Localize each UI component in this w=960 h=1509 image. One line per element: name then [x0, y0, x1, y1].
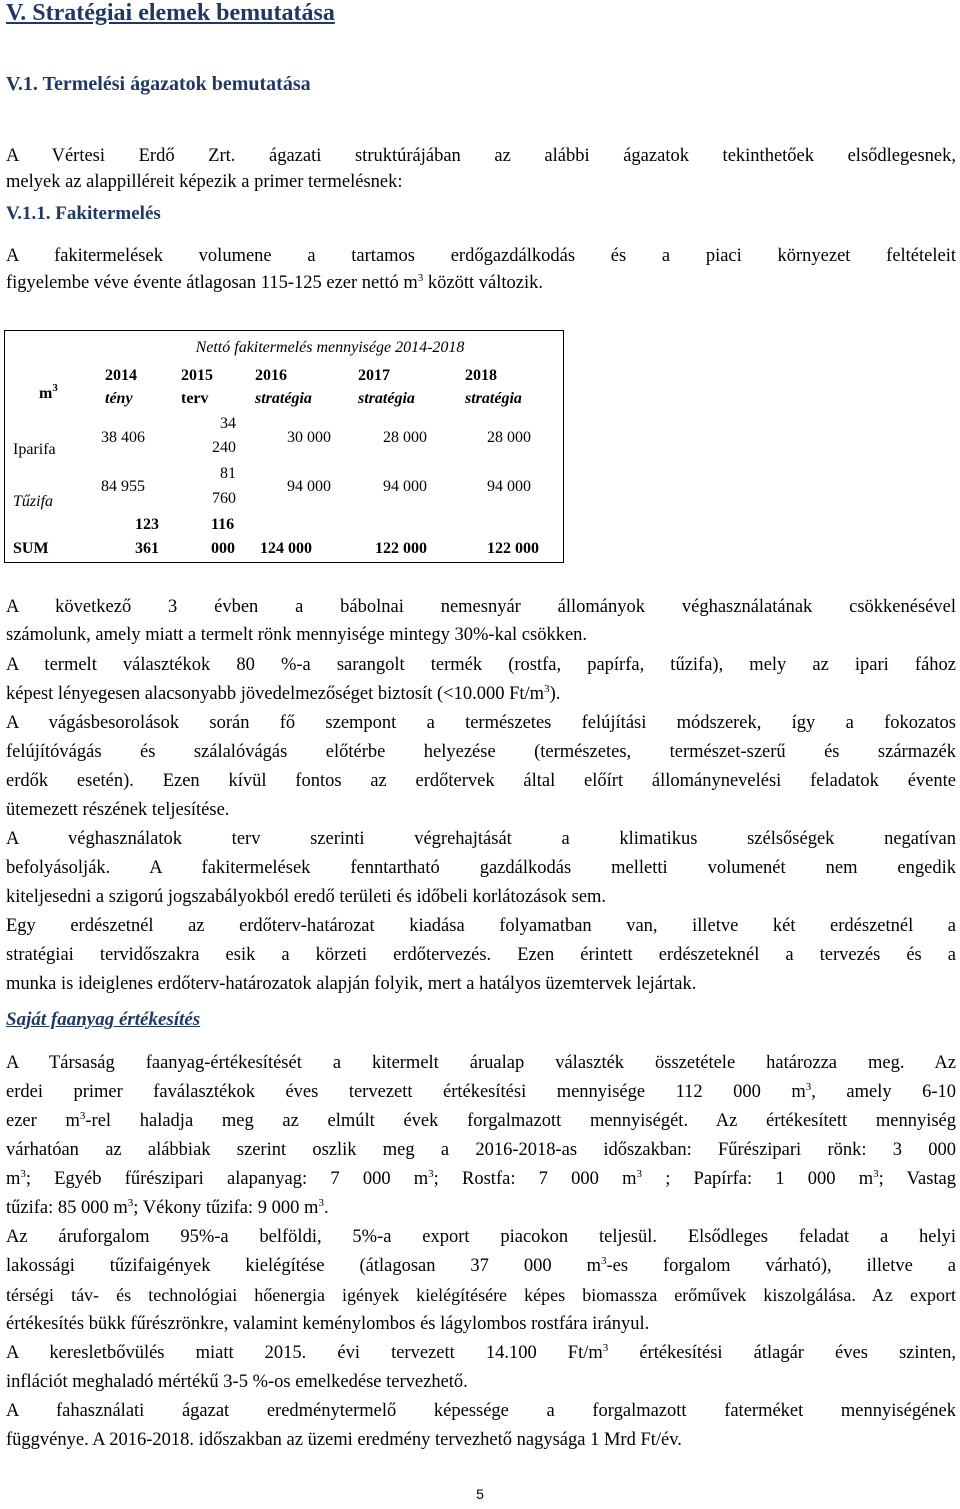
col-2014-label: tény — [105, 390, 133, 407]
p1-line-14: munka is ideiglenes erdőterv-határozatok alapján folyik, mert a hatályos üzemtervek lejártak. — [6, 974, 697, 994]
row-sum-label: SUM — [13, 540, 49, 557]
p1-line-10: befolyásolják. A fakitermelések fenntartható gazdálkodás melletti volumenét nem engedik — [6, 858, 956, 878]
p2-line-1: A Társaság faanyag-értékesítését a kitermelt árualap választék összetétele határozza meg. Az — [6, 1053, 956, 1073]
row-iparifa-2018: 28 000 — [487, 429, 531, 446]
p2-line-9: térségi táv- és technológiai hőenergia igények kielégítésére képes biomassza erőművek kiszolgálása. Az export — [6, 1285, 956, 1305]
p1-line-13: stratégiai tervidőszakra esik a körzeti erdőtervezés. Ezen érintett erdészeteknél a tervezés és a — [6, 945, 956, 965]
row-sum-2014-bottom: 361 — [135, 540, 159, 557]
page-heading: V. Stratégiai elemek bemutatása — [6, 0, 335, 26]
row-tuzifa-2014: 84 955 — [101, 478, 145, 495]
col-2017-label: stratégia — [358, 390, 415, 407]
section-heading: V.1. Termelési ágazatok bemutatása — [6, 73, 311, 95]
row-tuzifa-2018: 94 000 — [487, 478, 531, 495]
col-2018-label: stratégia — [465, 390, 522, 407]
row-iparifa-2016: 30 000 — [287, 429, 331, 446]
col-2014-year: 2014 — [105, 367, 137, 384]
p1-line-5: A vágásbesorolások során fő szempont a természetes felújítási módszerek, így a fokozatos — [6, 713, 956, 733]
row-tuzifa-2017: 94 000 — [383, 478, 427, 495]
p1-line-6: felújítóvágás és szálalóvágás előtérbe helyezése (természetes, természet-szerű és származék — [6, 742, 956, 762]
p1-line-8: ütemezett részének teljesítése. — [6, 800, 230, 820]
p1-line-7: erdők esetén). Ezen kívül fontos az erdőtervek által előírt állománynevelési feladatok évente — [6, 771, 956, 791]
harvest-table — [4, 330, 564, 563]
p1-line-11: kiteljesedni a szigorú jogszabályokból eredő területi és időbeli korlátozások sem. — [6, 887, 607, 907]
page-number: 5 — [476, 1486, 484, 1502]
intro-line-1: A Vértesi Erdő Zrt. ágazati struktúrájában az alábbi ágazatok tekinthetőek elsődlegesnek, — [6, 146, 956, 166]
p2-line-7: Az áruforgalom 95%-a belföldi, 5%-a export piacokon teljesül. Elsődleges feladat a helyi — [6, 1227, 956, 1247]
p2-line-12: inflációt meghaladó mértékű 3-5 %-os emelkedése tervezhető. — [6, 1372, 468, 1392]
p2-line-8: lakossági tűzifaigények kielégítése (átlagosan 37 000 $m^3-es$ forgalom várható), illetve a — [6, 1255, 956, 1276]
row-sum-2014-top: 123 — [135, 516, 159, 533]
col-2016-label: stratégia — [255, 390, 312, 407]
row-iparifa-2015-top: 34 — [220, 415, 236, 432]
col-2017-year: 2017 — [358, 367, 390, 384]
col-2018-year: 2018 — [465, 367, 497, 384]
p2-line-11: A keresletbővülés miatt 2015. évi tervezett 14.100 $Ft/m^3$ értékesítési átlagár éves szinten, — [6, 1342, 957, 1363]
p2-line-14: függvénye. A 2016-2018. időszakban az üzemi eredmény tervezhető nagysága 1 Mrd Ft/év. — [6, 1430, 682, 1450]
p2-line-4: várhatóan az alábbiak szerint oszlik meg a 2016-2018-as időszakban: Fűrészipari rönk: 3 000 — [6, 1140, 956, 1160]
intro-line-2: melyek az alappilléreit képezik a primer termelésnek: — [6, 172, 403, 192]
fakit-line-2: figyelembe véve évente átlagosan 115-125 ezer nettó $m^3$ között változik. — [6, 272, 544, 293]
row-sum-2015-bottom: 000 — [211, 540, 235, 557]
p2-line-2: erdei primer faválasztékok éves tervezett értékesítési mennyisége 112 000 $m^3$, amely 6-10 — [6, 1081, 956, 1102]
subsection-heading-fakitermeles: V.1.1. Fakitermelés — [6, 203, 161, 224]
p1-line-2: számolunk, amely miatt a termelt rönk mennyisége mintegy 30%-kal csökken. — [6, 625, 588, 645]
p2-line-10: értékesítés bükk fűrészrönkre, valamint keménylombos és lágylombos rostfára irányul. — [6, 1314, 650, 1334]
row-sum-2015-top: 116 — [211, 516, 235, 533]
unit-label: $m^3$ — [39, 382, 58, 402]
table-title: Nettó fakitermelés mennyisége 2014-2018 — [195, 339, 465, 356]
row-iparifa-2017: 28 000 — [383, 429, 427, 446]
row-sum-2018: 122 000 — [487, 540, 539, 557]
p1-line-9: A véghasználatok terv szerinti végrehajtását a klimatikus szélsőségek negatívan — [6, 829, 956, 849]
row-tuzifa-2015-bottom: 760 — [212, 490, 236, 507]
row-sum-2017: 122 000 — [375, 540, 427, 557]
p2-line-3: ezer $m^3$-rel haladja meg az elmúlt évek forgalmazott mennyiségét. Az értékesített mennyiség — [6, 1110, 956, 1131]
row-tuzifa-2016: 94 000 — [287, 478, 331, 495]
subsection-heading-sajat-faanyag: Saját faanyag értékesítés — [6, 1009, 201, 1030]
p1-line-12: Egy erdészetnél az erdőterv-határozat kiadása folyamatban van, illetve két erdészetnél a — [6, 916, 956, 936]
row-tuzifa-2015-top: 81 — [220, 465, 236, 482]
p1-line-3: A termelt választékok 80 %-a sarangolt termék (rostfa, papírfa, tűzifa), mely az ipari fához — [6, 655, 956, 675]
fakit-line-1: A fakitermelések volumene a tartamos erdőgazdálkodás és a piaci környezet feltételeit — [6, 246, 956, 266]
row-iparifa-label: Iparifa — [13, 441, 56, 458]
col-2015-label: terv — [181, 390, 209, 407]
col-2016-year: 2016 — [255, 367, 287, 384]
col-2015-year: 2015 — [181, 367, 213, 384]
p2-line-6: tűzifa: 85 000 $m^3$; Vékony tűzifa: 9 000 $m^3$. — [6, 1197, 329, 1218]
row-iparifa-2014: 38 406 — [101, 429, 145, 446]
row-iparifa-2015-bottom: 240 — [212, 439, 236, 456]
p1-line-4: képest lényegesen alacsonyabb jövedelmezőséget biztosít (<10.000 $Ft/m^3$). — [6, 683, 561, 704]
p1-line-1: A következő 3 évben a bábolnai nemesnyár állományok véghasználatának csökkenésével — [6, 597, 956, 617]
row-sum-2016: 124 000 — [260, 540, 312, 557]
row-tuzifa-label: Tűzifa — [13, 493, 54, 510]
p2-line-13: A fahasználati ágazat eredménytermelő képessége a forgalmazott faterméket mennyiségének — [6, 1401, 956, 1421]
p2-line-5: $m^3$; Egyéb fűrészipari alapanyag: 7 000 $m^3$; Rostfa: 7 000 $m^3$ ; Papírfa: 1 000 $m^3$; Vastag — [6, 1168, 956, 1189]
